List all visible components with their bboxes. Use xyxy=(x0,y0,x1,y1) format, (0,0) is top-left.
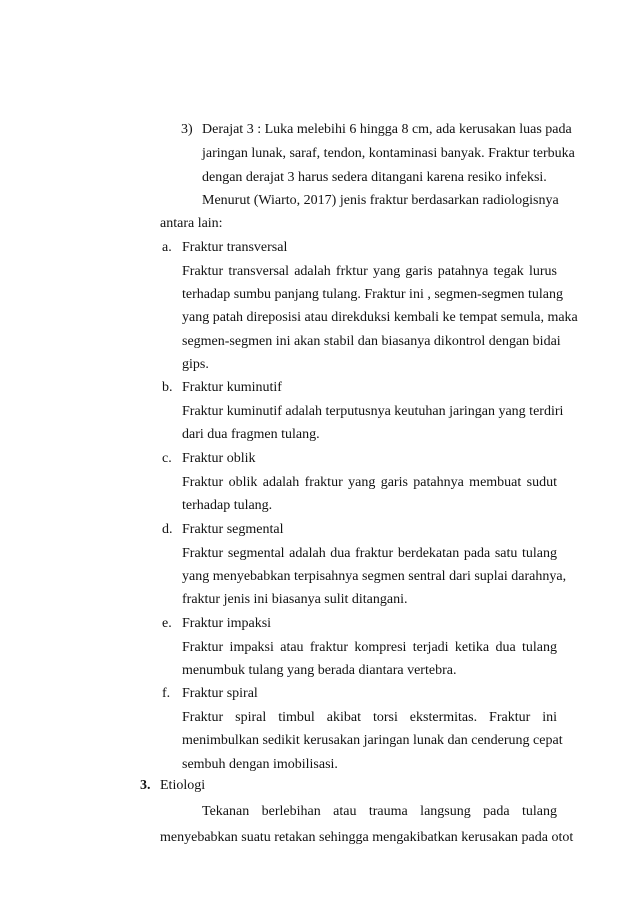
intro-line-2: antara lain: xyxy=(160,215,223,231)
intro-line-1: Menurut (Wiarto, 2017) jenis fraktur berdasarkan radiologisnya xyxy=(202,192,559,208)
type-e-marker: e. xyxy=(162,615,172,631)
type-b-line-2: dari dua fragmen tulang. xyxy=(182,427,320,443)
type-a-line-5: gips. xyxy=(182,356,209,372)
item-3-line-2: jaringan lunak, saraf, tendon, kontaminasi banyak. Fraktur terbuka xyxy=(202,146,575,162)
type-c-title: Fraktur oblik xyxy=(182,450,256,466)
item-3-line-3: dengan derajat 3 harus sedera ditangani karena resiko infeksi. xyxy=(202,170,547,186)
type-b-marker: b. xyxy=(162,380,173,395)
type-c-line-1: Fraktur oblik adalah fraktur yang garis patahnya membuat sudut xyxy=(182,474,557,490)
section-3-title: Etiologi xyxy=(160,778,206,794)
section-3-line-1: Tekanan berlebihan atau trauma langsung pada tulang xyxy=(202,804,557,820)
type-d-line-2: yang menyebabkan terpisahnya segmen sentral dari suplai darahnya, xyxy=(182,569,567,585)
item-3-marker: 3) xyxy=(181,122,193,137)
type-f-marker: f. xyxy=(162,686,171,702)
item-3-line-1: Derajat 3 : Luka melebihi 6 hingga 8 cm, ada kerusakan luas pada xyxy=(202,122,572,137)
type-a-line-1: Fraktur transversal adalah frktur yang garis patahnya tegak lurus xyxy=(182,263,557,279)
type-f-line-2: menimbulkan sedikit kerusakan jaringan lunak dan cenderung cepat xyxy=(182,733,563,749)
type-a-line-4: segmen-segmen ini akan stabil dan biasanya dikontrol dengan bidai xyxy=(182,333,561,349)
type-a-line-2: terhadap sumbu panjang tulang. Fraktur ini , segmen-segmen tulang xyxy=(182,287,564,303)
type-b-title: Fraktur kuminutif xyxy=(182,380,282,395)
type-d-marker: d. xyxy=(162,521,173,537)
type-a-title: Fraktur transversal xyxy=(182,239,288,255)
type-b-line-1: Fraktur kuminutif adalah terputusnya keutuhan jaringan yang terdiri xyxy=(182,404,564,420)
type-d-line-1: Fraktur segmental adalah dua fraktur berdekatan pada satu tulang xyxy=(182,545,557,561)
section-3-number: 3. xyxy=(140,778,151,794)
type-f-line-3: sembuh dengan imobilisasi. xyxy=(182,756,338,772)
type-e-title: Fraktur impaksi xyxy=(182,615,272,631)
type-f-line-1: Fraktur spiral timbul akibat torsi ekstermitas. Fraktur ini xyxy=(182,710,557,726)
type-e-line-1: Fraktur impaksi atau fraktur kompresi terjadi ketika dua tulang xyxy=(182,639,557,655)
type-c-marker: c. xyxy=(162,450,172,466)
type-a-line-3: yang patah direposisi atau direkduksi kembali ke tempat semula, maka xyxy=(182,310,578,326)
type-a-marker: a. xyxy=(162,239,172,255)
type-d-title: Fraktur segmental xyxy=(182,521,284,537)
type-f-title: Fraktur spiral xyxy=(182,686,258,702)
type-c-line-2: terhadap tulang. xyxy=(182,497,273,513)
type-d-line-3: fraktur jenis ini biasanya sulit ditangani. xyxy=(182,592,408,608)
type-e-line-2: menumbuk tulang yang berada diantara vertebra. xyxy=(182,662,457,678)
section-3-line-2: menyebabkan suatu retakan sehingga mengakibatkan kerusakan pada otot xyxy=(160,830,574,846)
